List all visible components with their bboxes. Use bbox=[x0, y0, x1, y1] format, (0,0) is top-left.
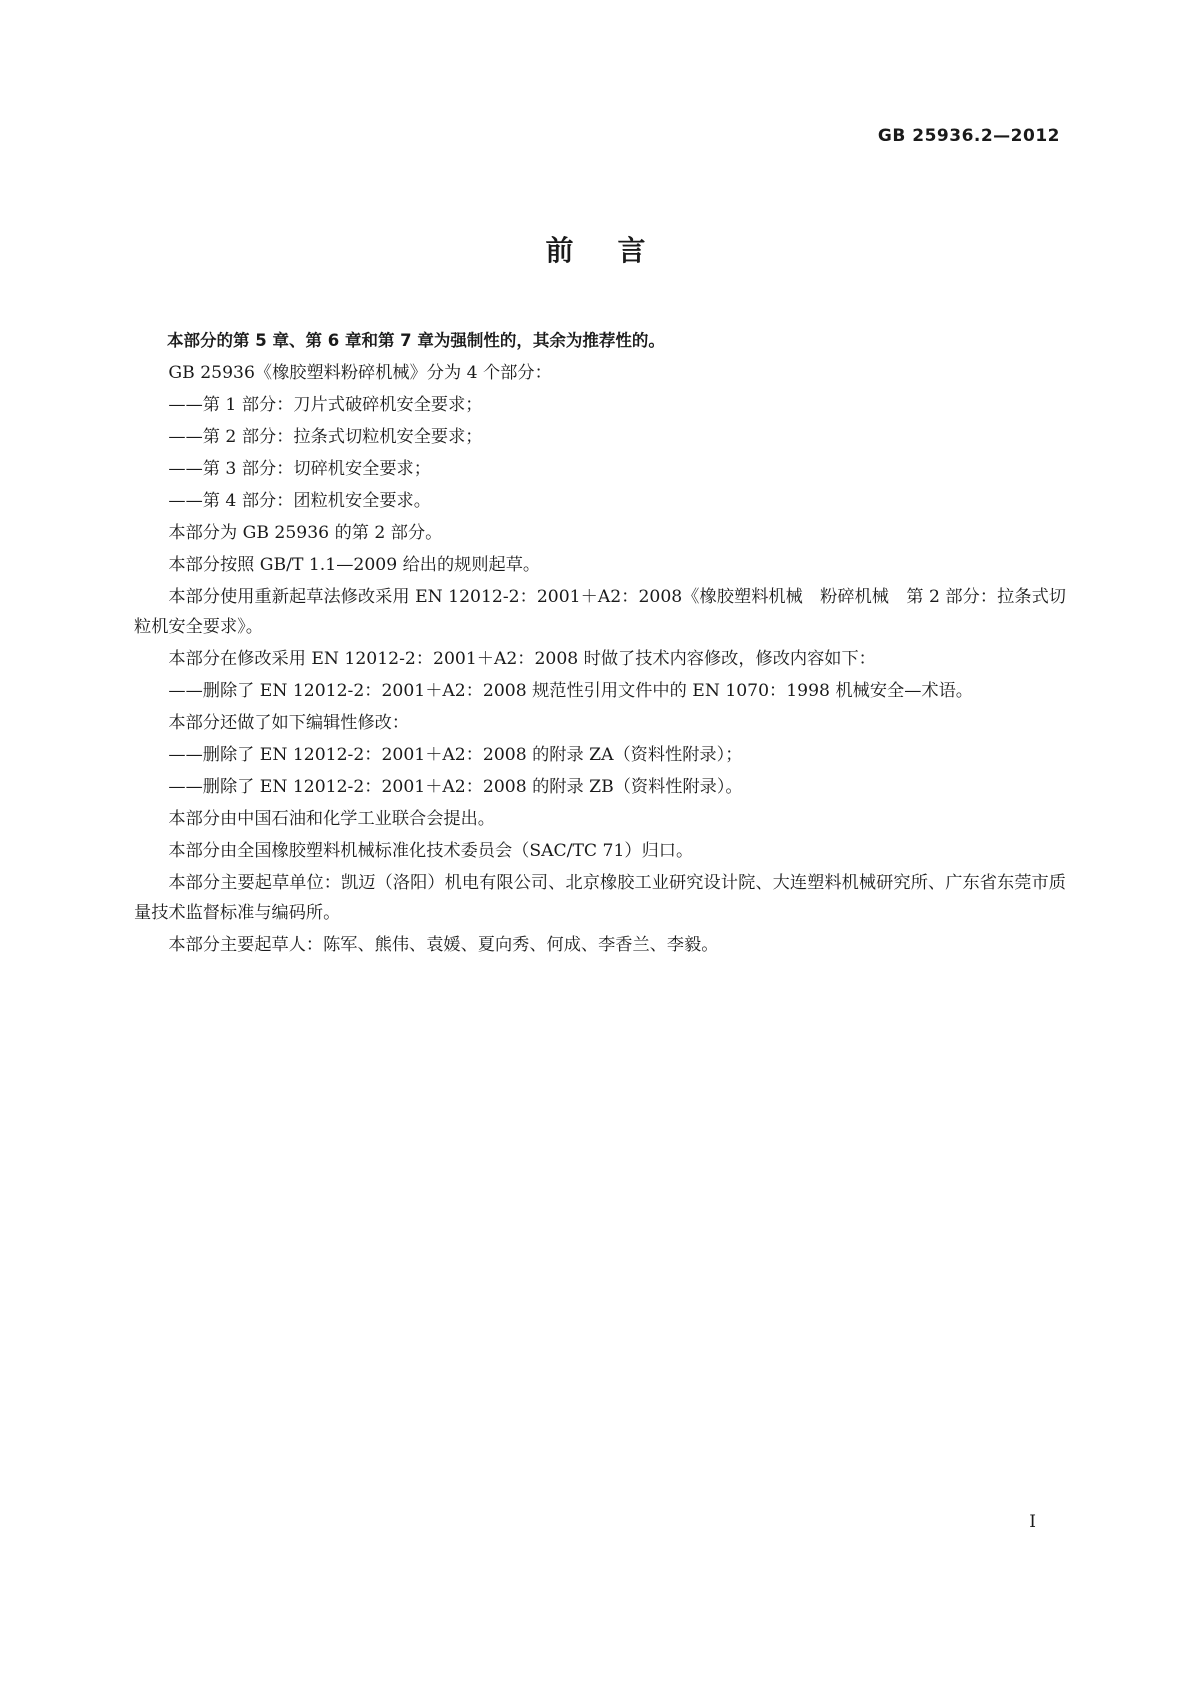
document-body bbox=[134, 326, 1066, 962]
paragraph-centralized-by: 本部分由全国橡胶塑料机械标准化技术委员会（SAC/TC 71）归口。 bbox=[168, 841, 694, 861]
paragraph-mandatory-clauses: 本部分的第 5 章、第 6 章和第 7 章为强制性的，其余为推荐性的。 bbox=[167, 331, 665, 350]
list-item-editorial-change-2: ——删除了 EN 12012-2：2001＋A2：2008 的附录 ZB（资料性附录）。 bbox=[168, 777, 743, 797]
standard-number: GB 25936.2—2012 bbox=[877, 126, 1060, 146]
list-item-part-3: ——第 3 部分：切碎机安全要求； bbox=[168, 459, 431, 479]
list-item-editorial-change-1: ——删除了 EN 12012-2：2001＋A2：2008 的附录 ZA（资料性附录）； bbox=[168, 745, 743, 765]
paragraph-part-number: 本部分为 GB 25936 的第 2 部分。 bbox=[168, 523, 443, 543]
page-title: 前言 bbox=[545, 234, 690, 267]
list-item-part-1: ——第 1 部分：刀片式破碎机安全要求； bbox=[168, 395, 483, 415]
list-item-part-2: ——第 2 部分：拉条式切粒机安全要求； bbox=[168, 427, 483, 447]
paragraph-drafters: 本部分主要起草人：陈军、熊伟、袁媛、夏向秀、何成、李香兰、李毅。 bbox=[168, 935, 719, 955]
paragraph-drafting-units: 本部分主要起草单位：凯迈（洛阳）机电有限公司、北京橡胶工业研究设计院、大连塑料机械研究所、广东省东莞市质量技术监督标准与编码所。 bbox=[134, 873, 1066, 923]
page-number: I bbox=[1029, 1512, 1036, 1532]
paragraph-parts-intro: GB 25936《橡胶塑料粉碎机械》分为 4 个部分： bbox=[168, 363, 552, 383]
list-item-part-4: ——第 4 部分：团粒机安全要求。 bbox=[168, 491, 431, 511]
paragraph-drafting-rules: 本部分按照 GB/T 1.1—2009 给出的规则起草。 bbox=[168, 555, 541, 575]
paragraph-editorial-changes: 本部分还做了如下编辑性修改： bbox=[168, 713, 410, 733]
paragraph-proposed-by: 本部分由中国石油和化学工业联合会提出。 bbox=[168, 809, 495, 829]
list-item-technical-change-1: ——删除了 EN 12012-2：2001＋A2：2008 规范性引用文件中的 EN 1070：1998 机械安全—术语。 bbox=[168, 681, 973, 701]
paragraph-adoption: 本部分使用重新起草法修改采用 EN 12012-2：2001＋A2：2008《橡胶塑料机械 粉碎机械 第 2 部分：拉条式切粒机安全要求》。 bbox=[134, 587, 1066, 637]
paragraph-technical-changes: 本部分在修改采用 EN 12012-2：2001＋A2：2008 时做了技术内容修改，修改内容如下： bbox=[168, 649, 876, 669]
